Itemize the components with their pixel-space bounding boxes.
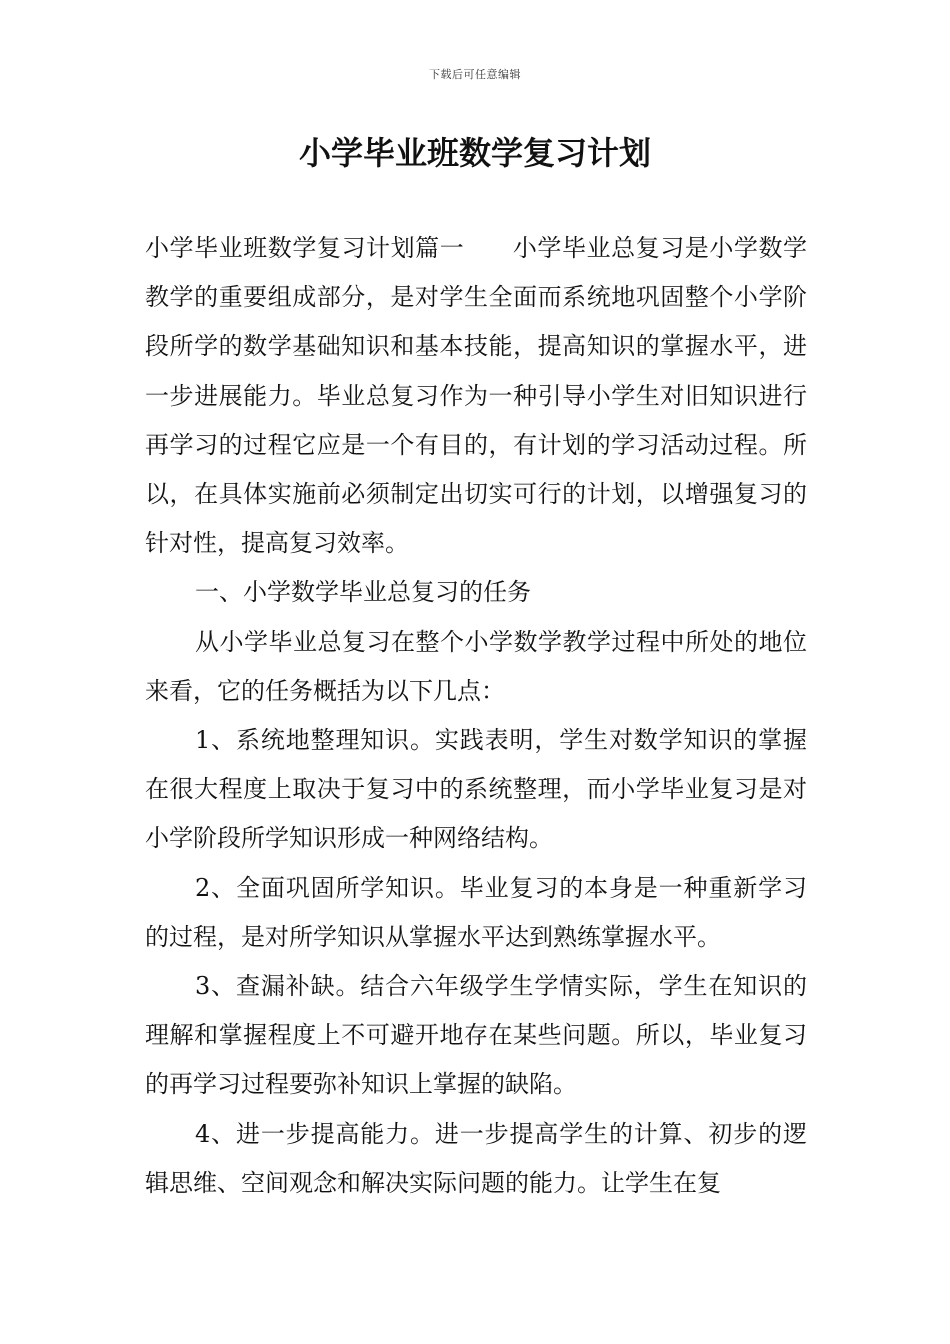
list-item: 2、全面巩固所学知识。毕业复习的本身是一种重新学习的过程，是对所学知识从掌握水平达到熟练掌握水平。 [145,873,807,951]
section-intro-paragraph: 从小学毕业总复习在整个小学数学教学过程中所处的地位来看，它的任务概括为以下几点： [145,627,807,705]
intro-text: 小学毕业总复习是小学数学教学的重要组成部分，是对学生全面而系统地巩固整个小学阶段所学的数学基础知识和基本技能，提高知识的掌握水平，进一步进展能力。毕业总复习作为一种引导小学生对旧知识进行再学习的过程它应是一个有目的，有计划的学习活动过程。所以，在具体实施前必须制定出切实可行的计划，以增强复习的针对性，提高复习效率。 [145,234,808,558]
intro-paragraph [145,224,807,568]
section-heading: 一、小学数学毕业总复习的任务 [195,578,531,607]
header-note: 下载后可任意编辑 [429,68,521,81]
list-item: 1、系统地整理知识。实践表明，学生对数学知识的掌握在很大程度上取决于复习中的系统整理，而小学毕业复习是对小学阶段所学知识形成一种网络结构。 [145,726,807,853]
document-body [145,224,807,1208]
list-item: 3、查漏补缺。结合六年级学生学情实际，学生在知识的理解和掌握程度上不可避开地存在某些问题。所以，毕业复习的再学习过程要弥补知识上掌握的缺陷。 [145,972,807,1099]
list-item: 4、进一步提高能力。进一步提高学生的计算、初步的逻辑思维、空间观念和解决实际问题的能力。让学生在复 [145,1119,807,1197]
intro-label: 小学毕业班数学复习计划篇一 [145,234,465,262]
document-title: 小学毕业班数学复习计划 [298,134,651,172]
